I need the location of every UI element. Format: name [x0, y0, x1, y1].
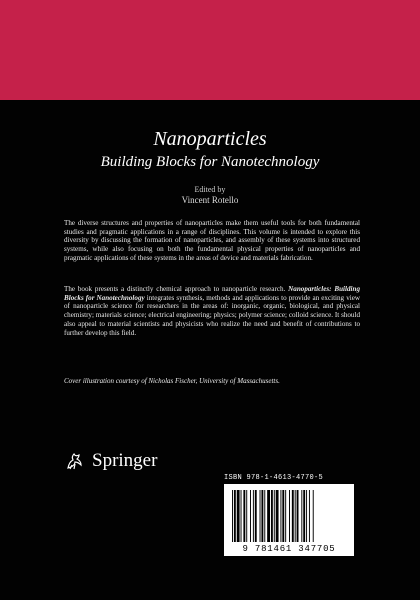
book-subtitle: Building Blocks for Nanotechnology	[100, 154, 320, 170]
barcode-bar	[253, 490, 254, 542]
red-top-band	[0, 0, 420, 100]
barcode-bar	[289, 490, 290, 542]
barcode-box	[224, 484, 354, 556]
barcode-bar	[282, 490, 284, 542]
barcode-bar	[280, 490, 281, 542]
barcode-bar	[285, 490, 286, 542]
springer-horse-icon	[64, 450, 86, 472]
edited-by-label: Edited by	[194, 185, 226, 194]
barcode-bar	[232, 490, 233, 542]
barcode-bar	[295, 490, 296, 542]
book-title: Nanoparticles	[153, 128, 267, 150]
isbn-label: ISBN 978-1-4613-4770-5	[224, 474, 324, 482]
barcode-bar	[250, 490, 251, 542]
barcode-bar	[237, 490, 240, 542]
barcode-bar	[264, 490, 265, 542]
barcode-bar	[303, 490, 305, 542]
barcode-bar	[301, 490, 302, 542]
barcode-bar	[309, 490, 310, 542]
publisher-logo	[64, 450, 157, 472]
barcode-bar	[267, 490, 270, 542]
barcode-bar	[274, 490, 275, 542]
barcode-bar	[234, 490, 236, 542]
barcode-bar	[292, 490, 294, 542]
barcode-digits: 9 781461 347705	[242, 544, 336, 554]
barcode-bar	[255, 490, 257, 542]
barcode-bar	[241, 490, 242, 542]
barcode-bar	[261, 490, 263, 542]
paragraph-2-book-title: Nanoparticles: Building Blocks for Nanotechnology	[64, 285, 360, 302]
barcode	[232, 490, 346, 542]
barcode-bar	[260, 490, 261, 542]
barcode-bar	[276, 490, 279, 542]
barcode-bar	[246, 490, 247, 542]
barcode-bar	[313, 490, 314, 542]
description-paragraph-1: The diverse structures and properties of nanoparticles make them useful tools for both fundamental studies and pragmatic applications in a range of disciplines. This volume is intended to explore this diversity by discussing the formation of nanoparticles, and assembly of these systems into structured systems, while also focusing on both the fundamental physical properties of nanoparticles and pragmatic applications of these systems in the areas of device and materials fabrication.	[64, 219, 360, 262]
barcode-bar	[271, 490, 273, 542]
barcode-bar	[243, 490, 245, 542]
description-paragraph-2	[64, 285, 360, 337]
barcode-bar	[306, 490, 307, 542]
editor-name: Vincent Rotello	[181, 195, 239, 205]
barcode-bar	[297, 490, 299, 542]
publisher-name: Springer	[92, 450, 158, 471]
paragraph-2-rest: integrates synthesis, methods and applications to provide an exciting view of nanoparticle science for researchers in the areas of: inorganic, organic, biological, and physical chemistry; materials science; electrical engineering; physics; polymer science; colloid science. It should also appeal to material scientists and physicists who realize the need and benefit of contributions to further develop this field.	[64, 293, 360, 337]
cover-illustration-credit: Cover illustration courtesy of Nicholas Fischer, University of Massachusetts.	[64, 377, 280, 385]
paragraph-2-intro: The book presents a distinctly chemical approach to nanoparticle research.	[64, 285, 286, 293]
